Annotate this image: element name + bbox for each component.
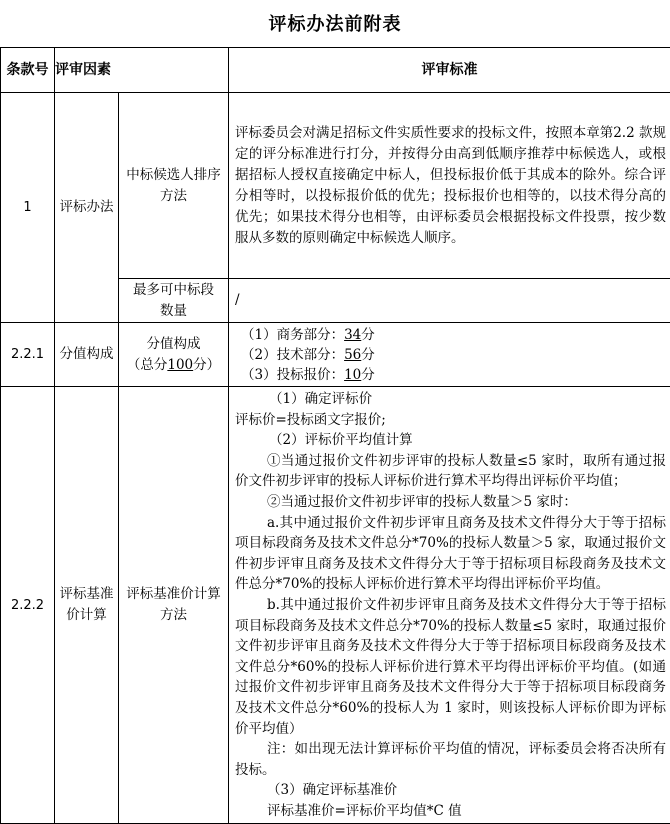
standard-text: / (229, 279, 670, 323)
header-standard: 评审标准 (229, 48, 670, 93)
score-line: （1）商务部分：34分 (241, 325, 670, 345)
table-header-row (1, 48, 670, 93)
header-factor: 评审因素 (55, 48, 229, 93)
sub-factor-label: 评标基准价计算方法 (119, 387, 229, 824)
sub-factor-label: 中标候选人排序方法 (119, 93, 229, 279)
table-row (1, 93, 670, 279)
sub-factor-label: 最多可中标段数量 (119, 279, 229, 323)
standard-text: （1）确定评标价 评标价=投标函文字报价; （2）评标价平均值计算 ①当通过报价文件初步评审的投标人数量≤5 家时，取所有通过报价文件初步评审的投标人评标价进行算术平均得出评标价平均值； ②当通过报价文件初步评审的投标人数量＞5 家时： a.其中通过报价文件初步评审且商务及技术文件得分大于等于招标项目标段商务及技术文件总分*70%的投标人数量＞5 家，取通过报价文件初步评审且商务及技术文件得分大于等于招标项目标段商务及技术文件总分*70%的投标人评标价进行算术平均得出评标价平均值。 b.其中通过报价文件初步评审且商务及技术文件得分大于等于招标项目标段商务及技术文件总分*70%的投标人数量≤5 家时，取通过报价文件初步评审且商务及技术文件得分大于等于招标项目标段商务及技术文件总分*60%的投标人评标价进行算术平均得出评标价平均值。(如通过报价文件初步评审且商务及技术文件得分大于等于招标项目标段商务及技术文件总分*60%的投标人为 1 家时，则该投标人评标价即为评标价平均值） 注：如出现无法计算评标价平均值的情况，评标委员会将否决所有投标。 （3）确定评标基准价 评标基准价=评标价平均值*C 值 (229, 387, 670, 824)
factor-label: 评标办法 (55, 93, 119, 323)
standard-text: 评标委员会对满足招标文件实质性要求的投标文件，按照本章第2.2 款规定的评分标准进行打分，并按得分由高到低顺序推荐中标候选人，或根据招标人授权直接确定中标人，但投标报价低于其成本的除外。综合评分相等时，以投标报价低的优先；投标报价也相等的，以技术得分高的优先；如果技术得分也相等，由评标委员会根据投标文件投票，按少数服从多数的原则确定中标候选人顺序。 (229, 93, 670, 279)
table-row (1, 387, 670, 824)
standard-text (229, 323, 670, 387)
score-value: 34 (344, 327, 361, 343)
clause-number: 2.2.2 (1, 387, 55, 824)
score-value: 10 (344, 367, 361, 383)
clause-number: 1 (1, 93, 55, 323)
total-score: 100 (167, 357, 193, 373)
factor-label: 分值构成 (55, 323, 119, 387)
header-clause: 条款号 (1, 48, 55, 93)
score-value: 56 (344, 347, 361, 363)
criteria-table (0, 47, 670, 824)
page-title: 评标办法前附表 (0, 10, 670, 36)
sub-factor-label: 分值构成 （总分100分） (119, 323, 229, 387)
score-line: （2）技术部分：56分 (241, 345, 670, 365)
score-line: （3）投标报价：10分 (241, 365, 670, 385)
table-row (1, 323, 670, 387)
clause-number: 2.2.1 (1, 323, 55, 387)
factor-label: 评标基准价计算 (55, 387, 119, 824)
